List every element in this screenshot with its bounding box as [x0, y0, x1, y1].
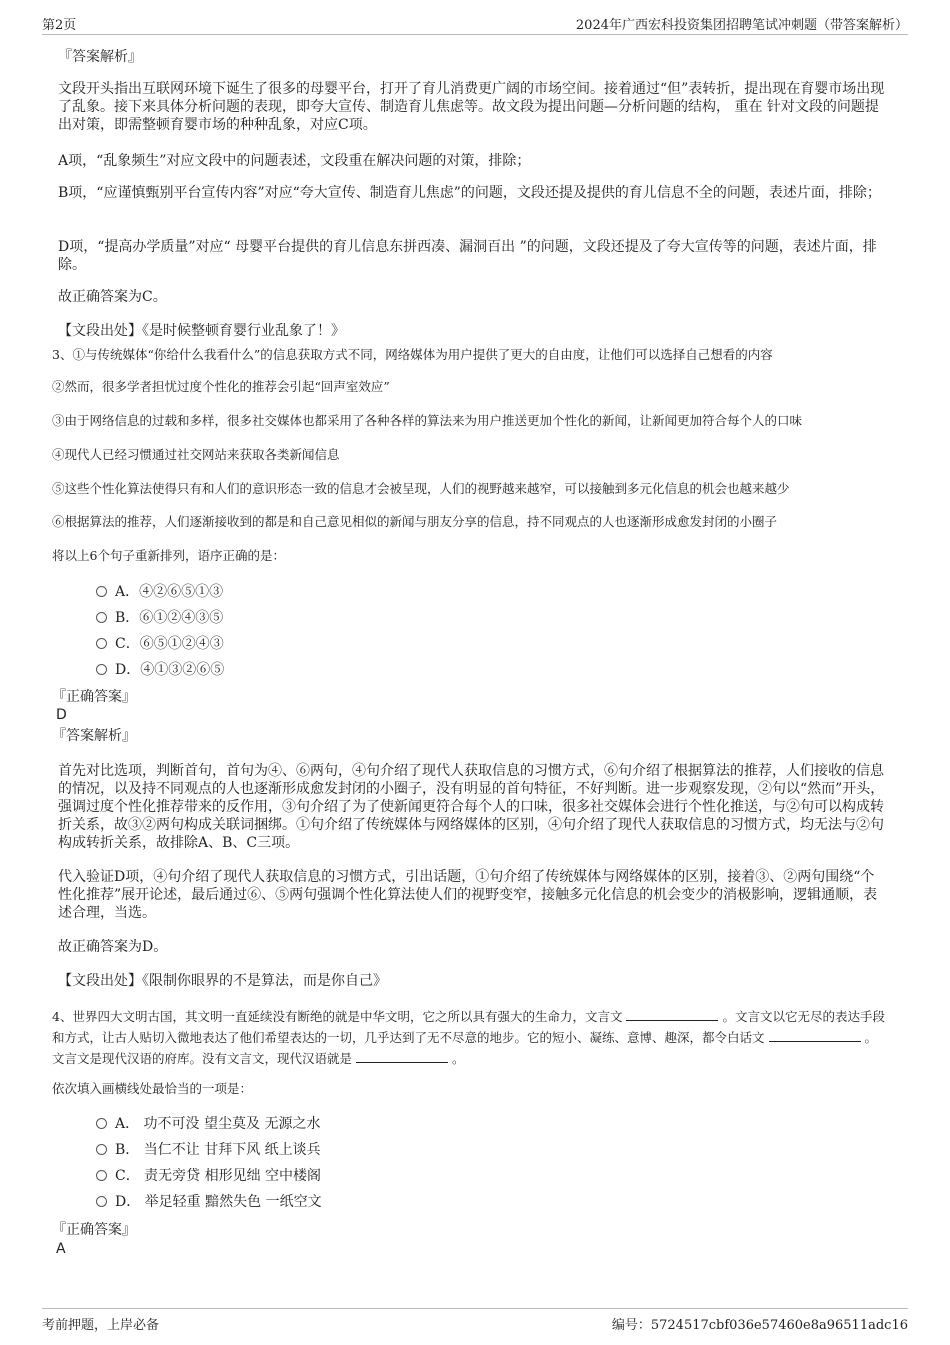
- q3-option-b[interactable]: B．⑥①②④③⑤: [96, 609, 223, 627]
- q4-option-a[interactable]: A． 功不可没 望尘莫及 无源之水: [96, 1115, 320, 1133]
- q3-answer-label: 『正确答案』: [52, 689, 136, 705]
- radio-icon[interactable]: [96, 1170, 107, 1181]
- page-footer: [42, 1308, 908, 1336]
- q3-sentence-2: ②然而，很多学者担忧过度个性化的推荐会引起“回声室效应”: [52, 379, 390, 394]
- q3-sentence-5: ⑤这些个性化算法使得只有和人们的意识形态一致的信息才会被呈现，人们的视野越来越窄，可以接触到多元化信息的机会也越来越少: [52, 481, 790, 496]
- q4-answer-label: 『正确答案』: [52, 1222, 136, 1238]
- page-header: [42, 14, 908, 35]
- radio-icon[interactable]: [96, 1118, 107, 1129]
- radio-icon[interactable]: [96, 586, 107, 597]
- q3-sentence-1: 3、①与传统媒体“你给什么我看什么”的信息获取方式不同，网络媒体为用户提供了更大的自由度，让他们可以选择自己想看的内容: [52, 347, 773, 362]
- q3-analysis-para1: 首先对比选项，判断首句，首句为④、⑥两句，④句介绍了现代人获取信息的习惯方式，⑥句介绍了根据算法的推荐，人们接收的信息的情况，以及持不同观点的人也逐渐形成愈发封闭的小圈子，没有明显的首句特征，不好判断。进一步观察发现，②句以“然而”开头，强调过度个性化推荐带来的反作用，③句介绍了为了使新闻更符合每个人的口味，很多社交媒体会进行个性化推送，与②句可以构成转折关系，故③②两句构成关联词捆绑。①句介绍了传统媒体与网络媒体的区别，④句介绍了现代人获取信息的习惯方式，均无法与②句构成转折关系，故排除A、B、C三项。: [58, 763, 885, 851]
- q3-sentence-6: ⑥根据算法的推荐，人们逐渐接收到的都是和自己意见相似的新闻与朋友分享的信息，持不同观点的人也逐渐形成愈发封闭的小圈子: [52, 514, 778, 529]
- q2-analysis-para1: 文段开头指出互联网环境下诞生了很多的母婴平台，打开了育儿消费更广阔的市场空间。接着通过“但”表转折，提出现在育婴市场出现了乱象。接下来具体分析问题的表现，即夸大宣传、制造育儿焦虑等。故文段为提出问题—分析问题的结构， 重在 针对文段的问题提出对策，即需整顿育婴市场的种种乱象，对应C项。: [58, 81, 885, 133]
- radio-icon[interactable]: [96, 664, 107, 675]
- q4-option-d[interactable]: D． 举足轻重 黯然失色 一纸空文: [96, 1193, 322, 1211]
- q3-analysis-para2: 代入验证D项，④句介绍了现代人获取信息的习惯方式，引出话题，①句介绍了传统媒体与网络媒体的区别，接着③、②两句围绕“个性化推荐”展开论述，最后通过⑥、⑤两句强调个性化算法使人们的视野变窄，接触多元化信息的机会变少的消极影响，逻辑通顺，表述合理，当选。: [58, 869, 878, 921]
- q2-conclusion: 故正确答案为C。: [58, 289, 167, 305]
- q3-analysis-label: 『答案解析』: [52, 728, 136, 744]
- q4-answer: A: [56, 1241, 66, 1257]
- radio-icon[interactable]: [96, 612, 107, 623]
- q2-analysis-label: 『答案解析』: [58, 49, 142, 65]
- fill-blank-2[interactable]: [769, 1029, 861, 1042]
- q3-answer: D: [56, 707, 67, 723]
- q4-prompt: 依次填入画横线处最恰当的一项是：: [52, 1081, 253, 1096]
- q4-stem: 4、世界四大文明古国，其文明一直延续没有断绝的就是中华文明，它之所以具有强大的生命力，文言文 。文言文以它无尽的表达手段和方式，让古人贴切入微地表达了他们希望表达的一切，几乎达到了无不尽意的地步。它的短小、凝练、意博、趣深，都令白话文 。文言文是现代汉语的府库。没有文言文，现代汉语就是 。: [52, 1009, 885, 1066]
- q2-analysis-para3: B项，“应谨慎甄别平台宣传内容”对应“夸大宣传、制造育儿焦虑”的问题，文段还提及提供的育儿信息不全的问题，表述片面，排除；: [58, 185, 881, 201]
- q3-conclusion: 故正确答案为D。: [58, 939, 168, 955]
- q2-analysis-para4: D项，“提高办学质量”对应“ 母婴平台提供的育儿信息东拼西凑、漏洞百出 ”的问题，文段还提及了夸大宣传等的问题，表述片面，排除。: [58, 239, 877, 273]
- document-title: 2024年广西宏科投资集团招聘笔试冲刺题（带答案解析）: [575, 18, 908, 33]
- radio-icon[interactable]: [96, 1196, 107, 1207]
- radio-icon[interactable]: [96, 638, 107, 649]
- q2-source: 【文段出处】《是时候整顿育婴行业乱象了！》: [58, 323, 345, 339]
- fill-blank-3[interactable]: [356, 1050, 448, 1063]
- footer-slogan: 考前押题，上岸必备: [42, 1318, 160, 1333]
- q3-prompt: 将以上6个句子重新排列，语序正确的是：: [52, 548, 285, 563]
- q4-option-b[interactable]: B． 当仁不让 甘拜下风 纸上谈兵: [96, 1141, 321, 1159]
- page-number: 第2页: [42, 18, 77, 33]
- q3-source: 【文段出处】《限制你眼界的不是算法，而是你自己》: [58, 973, 387, 989]
- radio-icon[interactable]: [96, 1144, 107, 1155]
- q3-option-a[interactable]: A．④②⑥⑤①③: [96, 583, 223, 601]
- fill-blank-1[interactable]: [626, 1008, 718, 1021]
- document-id: 编号：5724517cbf036e57460e8a96511adc16: [611, 1318, 908, 1333]
- q2-analysis-para2: A项，“乱象频生”对应文段中的问题表述，文段重在解决问题的对策，排除；: [58, 153, 531, 169]
- q3-option-c[interactable]: C．⑥⑤①②④③: [96, 635, 224, 653]
- q4-option-c[interactable]: C． 责无旁贷 相形见绌 空中楼阁: [96, 1167, 321, 1185]
- q3-sentence-3: ③由于网络信息的过载和多样，很多社交媒体也都采用了各种各样的算法来为用户推送更加个性化的新闻，让新闻更加符合每个人的口味: [52, 413, 803, 428]
- q3-sentence-4: ④现代人已经习惯通过社交网站来获取各类新闻信息: [52, 447, 340, 462]
- q3-option-d[interactable]: D．④①③②⑥⑤: [96, 661, 224, 679]
